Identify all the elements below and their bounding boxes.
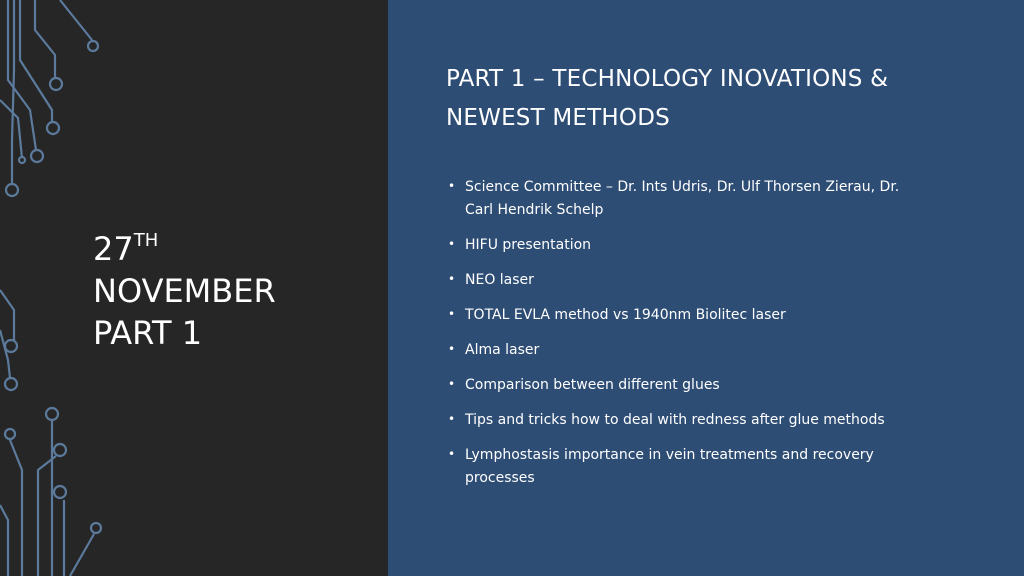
list-item <box>446 339 916 362</box>
bullet-icon: • <box>448 272 456 286</box>
heading-line-1: PART 1 – TECHNOLOGY INOVATIONS & <box>446 66 889 92</box>
date-title <box>93 228 276 354</box>
list-item <box>446 176 916 222</box>
list-item <box>446 269 916 292</box>
date-number: 27 <box>93 230 134 268</box>
list-item <box>446 234 916 257</box>
bullet-text: Lymphostasis importance in vein treatments and recovery processes <box>465 447 874 486</box>
right-panel <box>388 0 1024 576</box>
list-item <box>446 444 916 490</box>
bullet-list <box>446 176 916 502</box>
month-label: NOVEMBER <box>93 272 276 310</box>
date-line <box>93 228 276 270</box>
list-item <box>446 374 916 397</box>
bullet-text: TOTAL EVLA method vs 1940nm Biolitec laser <box>465 307 786 323</box>
bullet-text: Alma laser <box>465 342 540 358</box>
part-label: PART 1 <box>93 314 203 352</box>
bullet-icon: • <box>448 412 456 426</box>
heading-line-2: NEWEST METHODS <box>446 105 670 131</box>
date-suffix: TH <box>133 230 159 251</box>
bullet-icon: • <box>448 447 456 461</box>
bullet-icon: • <box>448 307 456 321</box>
bullet-text: Tips and tricks how to deal with redness after glue methods <box>465 412 885 428</box>
bullet-icon: • <box>448 237 456 251</box>
bullet-text: NEO laser <box>465 272 534 288</box>
bullet-text: Science Committee – Dr. Ints Udris, Dr. Ulf Thorsen Zierau, Dr. Carl Hendrik Schelp <box>465 179 900 218</box>
list-item <box>446 409 916 432</box>
bullet-text: HIFU presentation <box>465 237 592 253</box>
bullet-text: Comparison between different glues <box>465 377 720 393</box>
slide-heading <box>446 60 986 138</box>
list-item <box>446 304 916 327</box>
bullet-icon: • <box>448 179 456 193</box>
bullet-icon: • <box>448 377 456 391</box>
bullet-icon: • <box>448 342 456 356</box>
left-panel <box>0 0 388 576</box>
